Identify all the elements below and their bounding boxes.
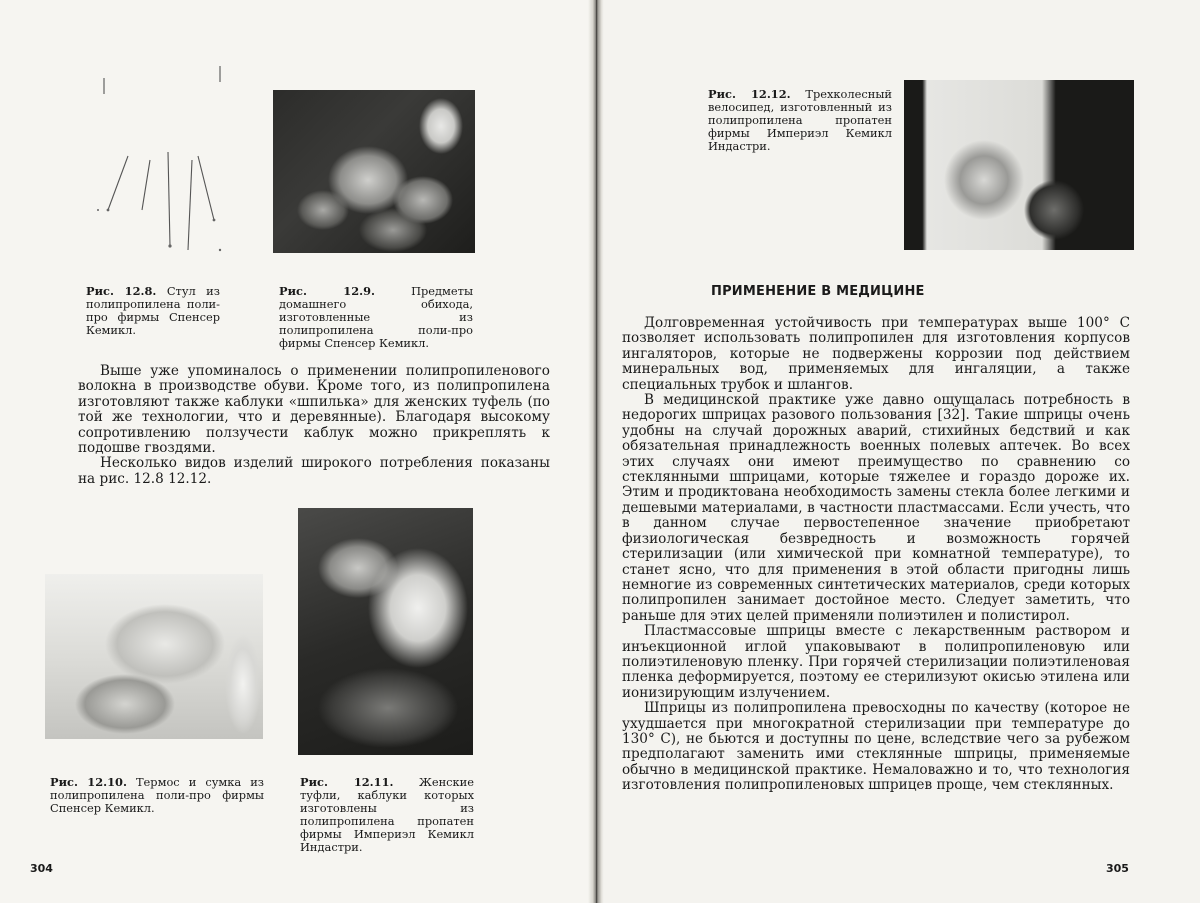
caption-fig-12-10: Рис. 12.10. Термос и сумка из полипропилена поли-про фирмы Спенсер Кемикл. (50, 775, 264, 815)
left-page (0, 0, 596, 903)
figure-12-12-photo (904, 80, 1134, 250)
caption-fig-12-8: Рис. 12.8. Стул из полипропилена поли-про фирмы Спенсер Кемикл. (86, 284, 220, 337)
paragraph: В медицинской практике уже давно ощущалась потребность в недорогих шприцах разового пользования [32]. Такие шприцы очень удобны на случай дорожных аварий, стихийных бедствий и как обязательная принадлежность военных полевых аптечек. Во всех этих случаях они имеют преимущество по сравнению со стеклянными шприцами, которые тяжелее и гораздо дороже их. Этим и продиктована необходимость замены стекла более легкими и дешевыми материалами, в частности пластмассами. Если учесть, что в данном случае первостепенное значение приобретают физиологическая безвредность и возможность горячей стерилизации (или химической при комнатной температуре), то станет ясно, что для применения в этой области пригодны лишь немногие из современных синтетических материалов, среди которых полипропилен занимает достойное место. Следует заметить, что раньше для этих целей применяли полиэтилен и полистирол. (622, 392, 1130, 624)
figure-12-8-chair (80, 60, 250, 260)
page-number-left: 304 (30, 862, 53, 875)
paragraph: Долговременная устойчивость при температурах выше 100° С позволяет использовать полипропилен для изготовления корпусов ингаляторов, которые не подвержены коррозии под действием минеральных вод, применяемых для ингаляции, а также специальных трубок и шлангов. (622, 315, 1130, 393)
caption-fig-12-11: Рис. 12.11. Женские туфли, каблуки которых изготовлены из полипропилена пропатен фирмы Империэл Кемикл Индастри. (300, 775, 475, 854)
figure-12-10-photo (45, 574, 263, 739)
page-number-right: 305 (1106, 862, 1129, 875)
paragraph: Шприцы из полипропилена превосходны по качеству (которое не ухудшается при многократной стерилизации при температуре до 130° С), не бьются и доступны по цене, вследствие чего за рубежом предполагают заменить ими стеклянные шприцы, применяемые обычно в медицинской практике. Немаловажно и то, что технология изготовления полипропиленовых шприцев проще, чем стеклянных. (622, 700, 1130, 794)
left-body-text (78, 364, 550, 487)
figure-12-11-photo (298, 508, 473, 755)
paragraph: Выше уже упоминалось о применении полипропиленового волокна в производстве обуви. Кроме того, из полипропилена изготовляют также каблуки «шпилька» для женских туфель (по той же технологии, что и деревянные). Благодаря высокому сопротивлению ползучести каблук можно прикреплять к подошве гвоздями. (78, 363, 550, 457)
right-body-text (622, 316, 1130, 794)
figure-12-9-photo (273, 90, 475, 253)
paragraph: Пластмассовые шприцы вместе с лекарственным раствором и инъекционной иглой упаковывают в полипропиленовую или полиэтиленовую пленку. При горячей стерилизации полиэтиленовая пленка деформируется, поэтому ее стерилизуют окисью этилена или ионизирующим излучением. (622, 623, 1130, 701)
paragraph: Несколько видов изделий широкого потребления показаны на рис. 12.8 12.12. (78, 455, 550, 487)
caption-fig-12-12: Рис. 12.12. Трехколесный велосипед, изготовленный из полипропилена пропатен фирмы Империэл Кемикл Индастри. (708, 87, 892, 153)
section-heading: ПРИМЕНЕНИЕ В МЕДИЦИНЕ (711, 284, 925, 299)
right-page (596, 0, 1200, 903)
caption-fig-12-9: Рис. 12.9. Предметы домашнего обихода, изготовленные из полипропилена поли-про фирмы Спенсер Кемикл. (279, 284, 474, 350)
